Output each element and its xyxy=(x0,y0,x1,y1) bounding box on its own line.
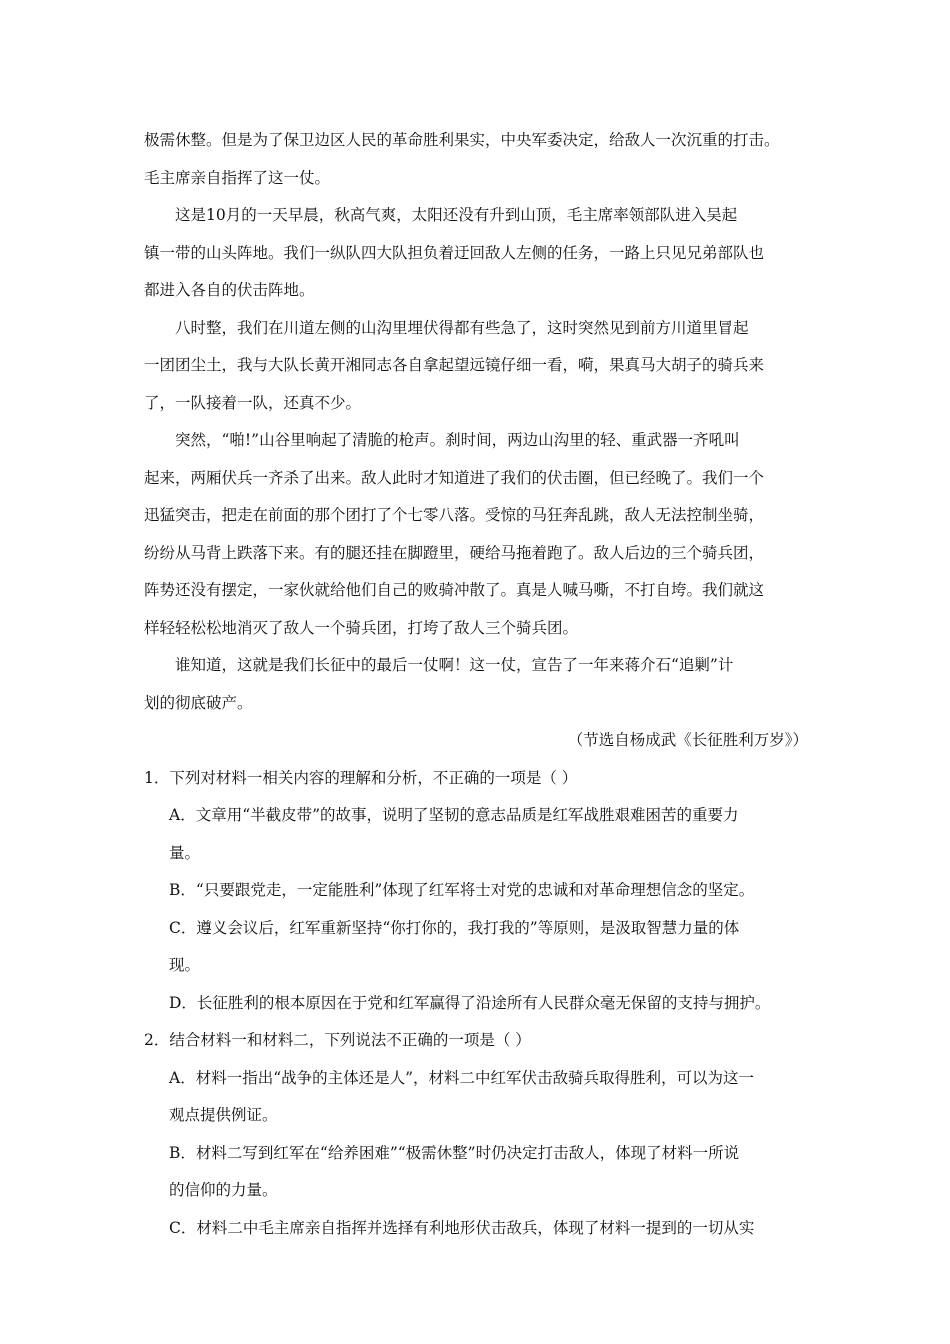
text-line: 量。 xyxy=(169,843,201,862)
text-line: A．文章用“半截皮带”的故事，说明了坚韧的意志品质是红军战胜艰难困苦的重要力 xyxy=(169,806,739,824)
text-line: 阵势还没有摆定，一家伙就给他们自己的败骑冲散了。真是人喊马嘶，不打自垮。我们就这 xyxy=(144,581,765,599)
text-line: D．长征胜利的根本原因在于党和红军赢得了沿途所有人民群众毫无保留的支持与拥护。 xyxy=(169,993,771,1012)
text-line: 极需休整。但是为了保卫边区人民的革命胜利果实，中央军委决定，给敌人一次沉重的打击。 xyxy=(144,131,780,149)
text-line: C．遵义会议后，红军重新坚持“你打你的，我打我的”等原则，是汲取智慧力量的体 xyxy=(169,918,740,937)
text-line: 起来，两厢伏兵一齐杀了出来。敌人此时才知道进了我们的伏击圈，但已经晚了。我们一个 xyxy=(144,468,765,487)
text-line: 毛主席亲自指挥了这一仗。 xyxy=(144,168,331,187)
text-line: 镇一带的山头阵地。我们一纵队四大队担负着迂回敌人左侧的任务，一路上只见兄弟部队也 xyxy=(144,243,765,262)
text-line: 划的彻底破产。 xyxy=(144,693,253,712)
text-line: C．材料二中毛主席亲自指挥并选择有利地形伏击敌兵，体现了材料一提到的一切从实 xyxy=(169,1218,755,1237)
text-line: 的信仰的力量。 xyxy=(169,1181,278,1199)
text-line: B．“只要跟党走，一定能胜利”体现了红军将士对党的忠诚和对革命理想信念的坚定。 xyxy=(169,881,755,899)
text-line: 谁知道，这就是我们长征中的最后一仗啊！这一仗，宣告了一年来蒋介石“追剿”计 xyxy=(175,656,734,674)
text-line: 这是10月的一天早晨，秋高气爽，太阳还没有升到山顶，毛主席率领部队进入吴起 xyxy=(175,206,738,224)
text-line: 迅猛突击，把走在前面的那个团打了个七零八落。受惊的马狂奔乱跳，敌人无法控制坐骑， xyxy=(144,506,765,524)
text-line: 现。 xyxy=(169,956,201,974)
text-line: 了，一队接着一队，还真不少。 xyxy=(144,393,362,412)
text-line: 2．结合材料一和材料二，下列说法不正确的一项是（ ） xyxy=(144,1031,531,1049)
text-line: 都进入各自的伏击阵地。 xyxy=(144,281,315,299)
text-line: 一团团尘土，我与大队长黄开湘同志各自拿起望远镜仔细一看，嗬，果真马大胡子的骑兵来 xyxy=(144,356,765,374)
text-line: （节选自杨成武《长征胜利万岁》） xyxy=(567,731,808,749)
text-line: 样轻轻松松地消灭了敌人一个骑兵团，打垮了敌人三个骑兵团。 xyxy=(144,618,579,637)
text-line: 1．下列对材料一相关内容的理解和分析，不正确的一项是（ ） xyxy=(144,768,578,787)
text-line: 观点提供例证。 xyxy=(169,1106,278,1124)
text-line: 突然，“啪!”山谷里响起了清脆的枪声。刹时间，两边山沟里的轻、重武器一齐吼叫 xyxy=(175,431,740,449)
text-body xyxy=(144,122,810,1247)
text-line: A．材料一指出“战争的主体还是人”，材料二中红军伏击敌骑兵取得胜利，可以为这一 xyxy=(169,1068,755,1087)
text-line: 八时整，我们在川道左侧的山沟里埋伏得都有些急了，这时突然见到前方川道里冒起 xyxy=(175,318,749,337)
text-line: B．材料二写到红军在“给养困难”“极需休整”时仍决定打击敌人，体现了材料一所说 xyxy=(169,1143,740,1162)
text-line: 纷纷从马背上跌落下来。有的腿还挂在脚蹬里，硬给马拖着跑了。敌人后边的三个骑兵团， xyxy=(144,543,765,562)
